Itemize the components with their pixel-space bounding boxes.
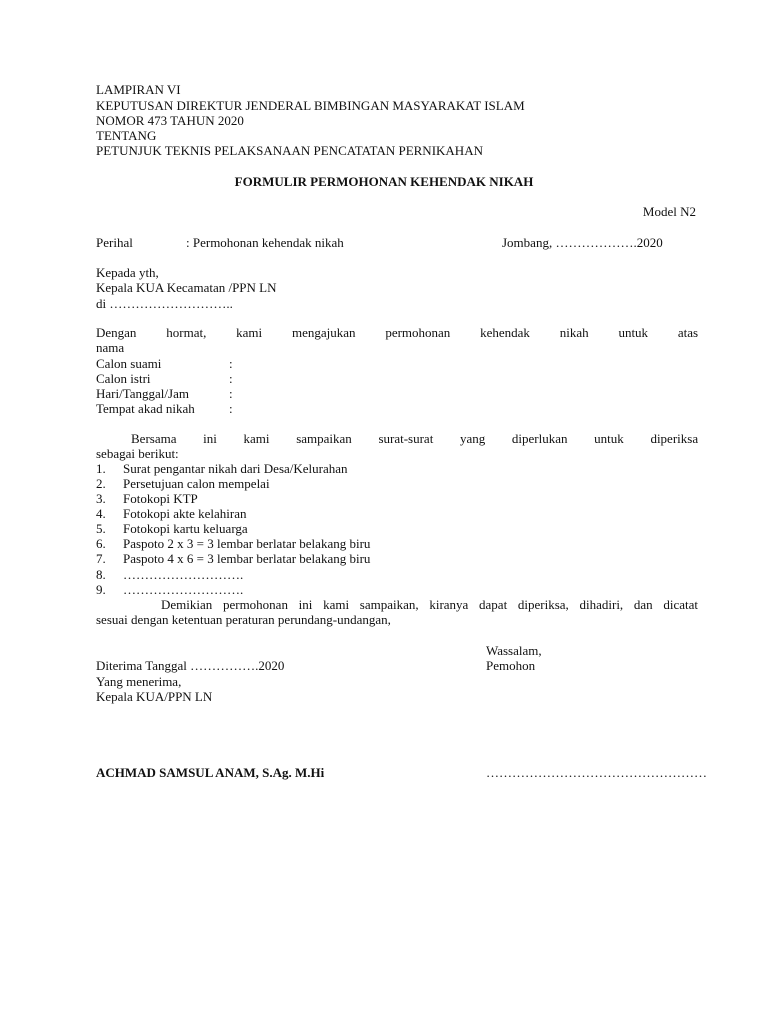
- received-date: Diterima Tanggal …………….2020: [96, 658, 285, 673]
- field-groom-colon: :: [229, 356, 233, 371]
- docs-intro-line-1: [131, 431, 698, 446]
- addressee-location: di ………………………..: [96, 296, 233, 311]
- intro-line-2: nama: [96, 340, 125, 355]
- docs-intro-word: untuk: [594, 431, 624, 446]
- intro-word: kami: [236, 325, 263, 340]
- list-item: Surat pengantar nikah dari Desa/Kelurahan: [123, 461, 348, 476]
- list-item: Paspoto 2 x 3 = 3 lembar berlatar belakang biru: [123, 536, 371, 551]
- field-datetime-colon: :: [229, 386, 233, 401]
- form-title: FORMULIR PERMOHONAN KEHENDAK NIKAH: [234, 174, 534, 189]
- intro-word: permohonan: [385, 325, 451, 340]
- list-number: 7.: [96, 551, 106, 566]
- intro-word: atas: [677, 325, 699, 340]
- receiver-title: Kepala KUA/PPN LN: [96, 689, 213, 704]
- intro-word: Dengan: [96, 325, 137, 340]
- docs-intro-word: sampaikan: [296, 431, 352, 446]
- closing-word: kami: [323, 597, 350, 612]
- list-item: Fotokopi akte kelahiran: [123, 506, 247, 521]
- intro-word: nikah: [559, 325, 589, 340]
- header-decree: KEPUTUSAN DIREKTUR JENDERAL BIMBINGAN MASYARAKAT ISLAM: [96, 98, 525, 113]
- header-subject: PETUNJUK TEKNIS PELAKSANAAN PENCATATAN PERNIKAHAN: [96, 143, 483, 158]
- closing-line-1: [161, 597, 698, 612]
- closing-word: dicatat: [663, 597, 699, 612]
- docs-intro-line-2: sebagai berikut:: [96, 446, 179, 461]
- docs-intro-word: surat-surat: [378, 431, 434, 446]
- addressee-greeting: Kepada yth,: [96, 265, 159, 280]
- list-number: 4.: [96, 506, 106, 521]
- list-item: Fotokopi KTP: [123, 491, 198, 506]
- perihal-value: : Permohonan kehendak nikah: [186, 235, 344, 250]
- closing-word: dapat: [479, 597, 508, 612]
- list-item: Fotokopi kartu keluarga: [123, 521, 248, 536]
- list-number: 1.: [96, 461, 106, 476]
- docs-intro-word: Bersama: [131, 431, 177, 446]
- field-bride-colon: :: [229, 371, 233, 386]
- intro-word: hormat,: [166, 325, 207, 340]
- closing-word: dihadiri,: [579, 597, 624, 612]
- applicant-signature-line: ……………………………………………: [486, 765, 707, 780]
- header-about: TENTANG: [96, 128, 157, 143]
- closing-word: ini: [298, 597, 313, 612]
- closing-word: dan: [633, 597, 653, 612]
- applicant-label: Pemohon: [486, 658, 536, 673]
- docs-intro-word: yang: [459, 431, 486, 446]
- addressee-title: Kepala KUA Kecamatan /PPN LN: [96, 280, 277, 295]
- wassalam-text: Wassalam,: [486, 643, 542, 658]
- list-item: ……………………….: [123, 567, 244, 582]
- closing-word: Demikian: [161, 597, 213, 612]
- list-item: Paspoto 4 x 6 = 3 lembar berlatar belakang biru: [123, 551, 371, 566]
- list-item: Persetujuan calon mempelai: [123, 476, 270, 491]
- closing-word: sampaikan,: [359, 597, 419, 612]
- intro-line-1: [96, 325, 698, 340]
- place-date: Jombang, ……………….2020: [502, 235, 663, 250]
- field-venue-label: Tempat akad nikah: [96, 401, 195, 416]
- docs-intro-word: kami: [243, 431, 270, 446]
- intro-word: kehendak: [480, 325, 530, 340]
- field-venue-colon: :: [229, 401, 233, 416]
- docs-intro-word: ini: [203, 431, 217, 446]
- list-number: 9.: [96, 582, 106, 597]
- closing-word: permohonan: [222, 597, 288, 612]
- list-number: 8.: [96, 567, 106, 582]
- intro-word: untuk: [618, 325, 649, 340]
- header-appendix: LAMPIRAN VI: [96, 82, 181, 97]
- list-number: 5.: [96, 521, 106, 536]
- list-number: 6.: [96, 536, 106, 551]
- perihal-label: Perihal: [96, 235, 133, 250]
- closing-word: diperiksa,: [517, 597, 569, 612]
- official-name: ACHMAD SAMSUL ANAM, S.Ag. M.Hi: [96, 765, 325, 780]
- closing-word: kiranya: [429, 597, 469, 612]
- receiver-label: Yang menerima,: [96, 674, 182, 689]
- closing-line-2: sesuai dengan ketentuan peraturan perundang-undangan,: [96, 612, 391, 627]
- field-groom-label: Calon suami: [96, 356, 162, 371]
- field-datetime-label: Hari/Tanggal/Jam: [96, 386, 189, 401]
- header-number: NOMOR 473 TAHUN 2020: [96, 113, 244, 128]
- model-label: Model N2: [642, 204, 696, 219]
- docs-intro-word: diperlukan: [511, 431, 568, 446]
- list-number: 3.: [96, 491, 106, 506]
- intro-word: mengajukan: [291, 325, 356, 340]
- field-bride-label: Calon istri: [96, 371, 151, 386]
- list-number: 2.: [96, 476, 106, 491]
- list-item: ……………………….: [123, 582, 244, 597]
- docs-intro-word: diperiksa: [650, 431, 699, 446]
